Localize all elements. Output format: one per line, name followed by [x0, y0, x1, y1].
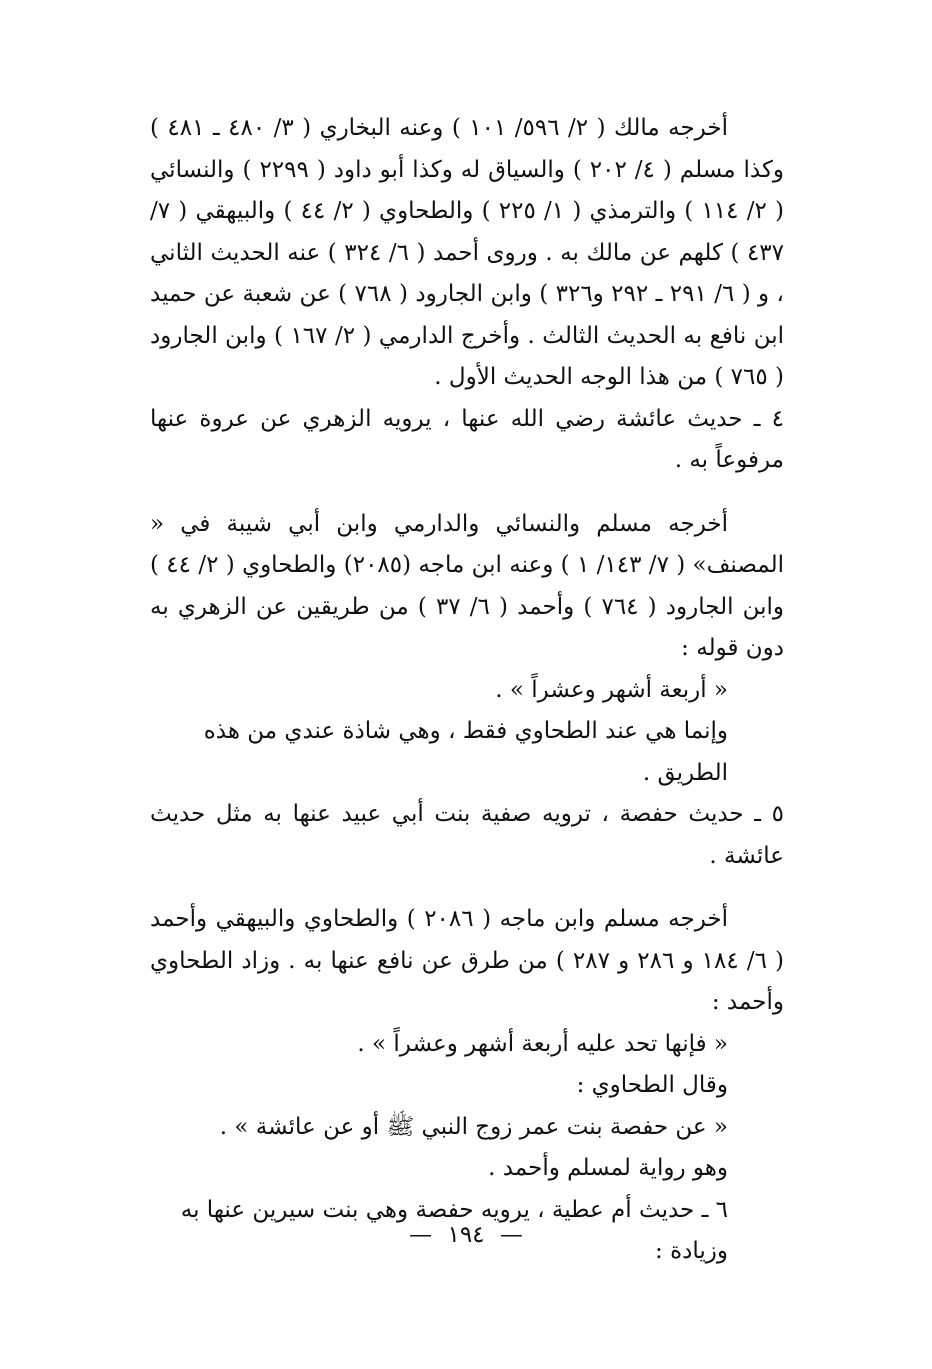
quote-arbaat-ashhur: « أربعة أشهر وعشراً » .	[495, 676, 728, 703]
paragraph-takhrij-muslim: أخرجه مسلم والنسائي والدارمي وابن أبي شيبة في « المصنف» ( ٧/ ١٤٣/ ١ ) وعنه ابن ماجه (٢٠٨٥) والطحاوي ( ٢/ ٤٤ ) وابن الجارود ( ٧٦٤ ) وأحمد ( ٦/ ٣٧ ) من طريقين عن الزهري به دون قوله :	[150, 510, 785, 661]
quote-an-hafsa: « عن حفصة بنت عمر زوج النبي ﷺ أو عن عائشة » .	[219, 1113, 728, 1140]
paragraph-takhrij-hafsa: أخرجه مسلم وابن ماجه ( ٢٠٨٦ ) والطحاوي والبيهقي وأحمد ( ٦/ ١٨٤ و ٢٨٦ و ٢٨٧ ) من طرق عن نافع عنها به . وزاد الطحاوي وأحمد :	[150, 906, 785, 1015]
footer-dash-right: —	[499, 1222, 523, 1248]
paragraph-wa-qala-tahawi: وقال الطحاوي :	[576, 1072, 728, 1098]
paragraph-hadith-6-umm-atiyya: ٦ ـ حديث أم عطية ، يرويه حفصة وهي بنت سيرين عنها به وزيادة :	[180, 1196, 728, 1264]
page-number: ١٩٤	[447, 1222, 485, 1248]
paragraph-tahawi-note: وإنما هي عند الطحاوي فقط ، وهي شاذة عندي من هذه الطريق .	[203, 718, 728, 786]
paragraph-takhrij-malik: أخرجه مالك ( ٢/ ٥٩٦/ ١٠١ ) وعنه البخاري ( ٣/ ٤٨٠ ـ ٤٨١ ) وكذا مسلم ( ٤/ ٢٠٢ ) والسياق له وكذا أبو داود ( ٢٢٩٩ ) والنسائي ( ٢/ ١١٤ ) والترمذي ( ١/ ٢٢٥ ) والطحاوي ( ٢/ ٤٤ ) والبيهقي ( ٧/ ٤٣٧ ) كلهم عن مالك به . وروى أحمد ( ٦/ ٣٢٤ ) عنه الحديث الثاني ، و ( ٦/ ٢٩١ ـ ٢٩٢ و٣٢٦ ) وابن الجارود ( ٧٦٨ ) عن شعبة عن حميد ابن نافع به الحديث الثالث . وأخرج الدارمي ( ٢/ ١٦٧ ) وابن الجارود ( ٧٦٥ ) من هذا الوجه الحديث الأول .	[150, 115, 785, 390]
paragraph-hadith-5-hafsa: ٥ ـ حديث حفصة ، ترويه صفية بنت أبي عبيد عنها به مثل حديث عائشة .	[150, 801, 784, 869]
quote-fa-innaha-tuhidd: « فإنها تحد عليه أربعة أشهر وعشراً » .	[357, 1030, 728, 1057]
page-number-footer	[0, 1222, 932, 1248]
footer-dash-left: —	[409, 1222, 433, 1248]
paragraph-hadith-4-aisha: ٤ ـ حديث عائشة رضي الله عنها ، يرويه الزهري عن عروة عنها مرفوعاً به .	[150, 405, 784, 473]
paragraph-riwaya-muslim: وهو رواية لمسلم وأحمد .	[488, 1155, 728, 1181]
